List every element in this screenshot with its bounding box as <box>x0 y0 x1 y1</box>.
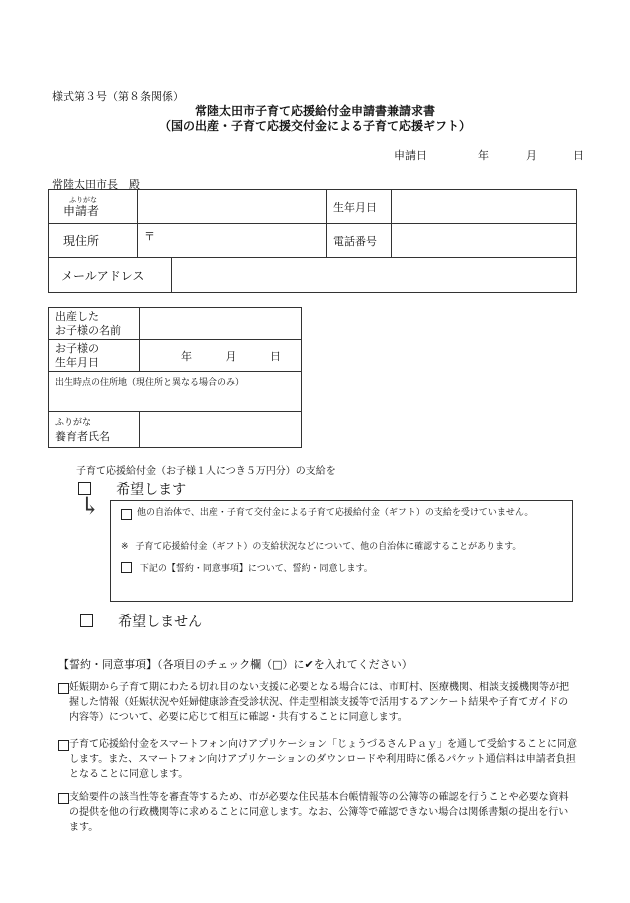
applicant-furigana-label: ふりがな <box>69 195 97 204</box>
sub-item-1 <box>121 506 566 521</box>
consent-item-3-text: 支給要件の該当性等を審査等するため、市が必要な住民基本台帳情報等の公簿等の確認を行うことや必要な資料の提供を他の行政機関等に求めることに同意します。なお、公簿等で確認できない場合は関係書類の提出を行います。 <box>69 792 569 833</box>
phone-label: 電話番号 <box>333 234 377 248</box>
child-table <box>48 307 302 448</box>
child-birth-year-label: 年 <box>181 349 192 363</box>
guardian-name-field[interactable] <box>140 412 302 448</box>
consent-item-3 <box>58 790 578 835</box>
applicant-table <box>48 189 577 293</box>
sub-item-2-text: 下記の【誓約・同意事項】について、誓約・同意します。 <box>139 564 373 574</box>
not-wish-label: 希望しません <box>118 613 203 630</box>
consent-item-2-checkbox[interactable] <box>58 740 69 751</box>
arrow-icon: ↳ <box>80 492 101 520</box>
child-birth-label-cell <box>49 340 140 372</box>
guardian-name-label: 養育者氏名 <box>55 429 110 443</box>
sub-item-2-checkbox[interactable] <box>121 562 132 573</box>
application-month-label: 月 <box>526 149 537 162</box>
consent-item-2 <box>58 737 578 782</box>
email-label: メールアドレス <box>49 258 172 292</box>
phone-label-cell <box>327 224 392 258</box>
form-title: 常陸太田市子育て応援給付金申請書兼請求書 <box>194 104 435 118</box>
application-day-field[interactable] <box>540 145 570 161</box>
phone-field[interactable] <box>392 224 577 258</box>
sub-item-1-text: 他の自治体で、出産・子育て交付金による子育て応援給付金（ギフト）の支給を受けていません。 <box>137 508 534 518</box>
child-birth-month-label: 月 <box>225 349 237 363</box>
email-field[interactable] <box>172 258 576 292</box>
birth-address-field[interactable] <box>49 372 302 412</box>
child-name-label-cell <box>49 308 140 340</box>
wish-label: 希望します <box>116 481 187 498</box>
application-day-label: 日 <box>573 149 584 162</box>
sub-item-1-checkbox[interactable] <box>121 509 132 520</box>
not-wish-checkbox[interactable] <box>80 614 93 627</box>
address-label: 現住所 <box>63 234 100 248</box>
child-name-label-2: お子様の名前 <box>55 323 121 337</box>
child-birth-day-label: 日 <box>270 349 281 363</box>
birthdate-label-cell <box>327 190 392 224</box>
address-field[interactable] <box>138 224 327 258</box>
birth-address-label: 出生時点の住所地（現住所と異なる場合のみ） <box>55 378 245 388</box>
guardian-label-cell <box>49 412 140 448</box>
payment-intro: 子育て応援給付金（お子様１人につき５万円分）の支給を <box>76 466 336 477</box>
child-birth-label-2: 生年月日 <box>55 355 99 369</box>
child-birthdate-field[interactable] <box>140 340 302 372</box>
birthdate-field[interactable] <box>392 190 577 224</box>
child-name-field[interactable] <box>140 308 302 340</box>
sub-note-mark: ※ <box>121 542 129 552</box>
application-month-field[interactable] <box>492 145 522 161</box>
applicant-name-label-cell <box>49 190 138 224</box>
child-name-label-1: 出産した <box>55 309 99 323</box>
sub-note <box>121 539 521 552</box>
addressee: 常陸太田市長 殿 <box>52 178 140 191</box>
applicant-name-field[interactable] <box>138 190 327 224</box>
consent-item-1-text: 妊娠期から子育て期にわたる切れ目のない支援に必要となる場合には、市町村、医療機関、相談支援機関等が把握した情報（妊娠状況や妊婦健康診査受診状況、伴走型相談支援等で活用するアンケート結果や子育てガイドの内容等）について、必要に応じて相互に確認・共有することに同意します。 <box>69 682 569 723</box>
not-wish-option[interactable] <box>80 610 202 631</box>
application-year-label: 年 <box>478 149 489 162</box>
child-birth-label-1: お子様の <box>55 341 99 355</box>
consent-item-3-checkbox[interactable] <box>58 793 69 804</box>
consent-heading: 【誓約・同意事項】（各項目のチェック欄（□）に✔を入れてください） <box>58 658 413 671</box>
postal-mark: 〒 <box>144 230 155 243</box>
email-row <box>49 258 577 293</box>
sub-item-2 <box>121 561 373 574</box>
sub-conditions-box <box>110 500 573 602</box>
birthdate-label: 生年月日 <box>333 200 377 214</box>
consent-item-1 <box>58 680 578 725</box>
application-date-label: 申請日 <box>394 149 427 162</box>
consent-item-2-text: 子育て応援給付金をスマートフォン向けアプリケーション「じょうづるさんＰａｙ」を通して受給することに同意します。また、スマートフォン向けアプリケーションのダウンロードや利用時に係るパケット通信料は申請者負担となることに同意します。 <box>69 739 577 780</box>
consent-item-1-checkbox[interactable] <box>58 683 69 694</box>
guardian-furigana-label: ふりがな <box>55 417 92 428</box>
sub-note-text: 子育て応援給付金（ギフト）の支給状況などについて、他の自治体に確認することがあります。 <box>135 542 522 552</box>
form-number: 様式第３号（第８条関係） <box>52 90 184 103</box>
form-subtitle: （国の出産・子育て応援交付金による子育て応援ギフト） <box>158 119 471 133</box>
applicant-name-label: 申請者 <box>63 203 100 218</box>
address-label-cell <box>49 224 138 258</box>
